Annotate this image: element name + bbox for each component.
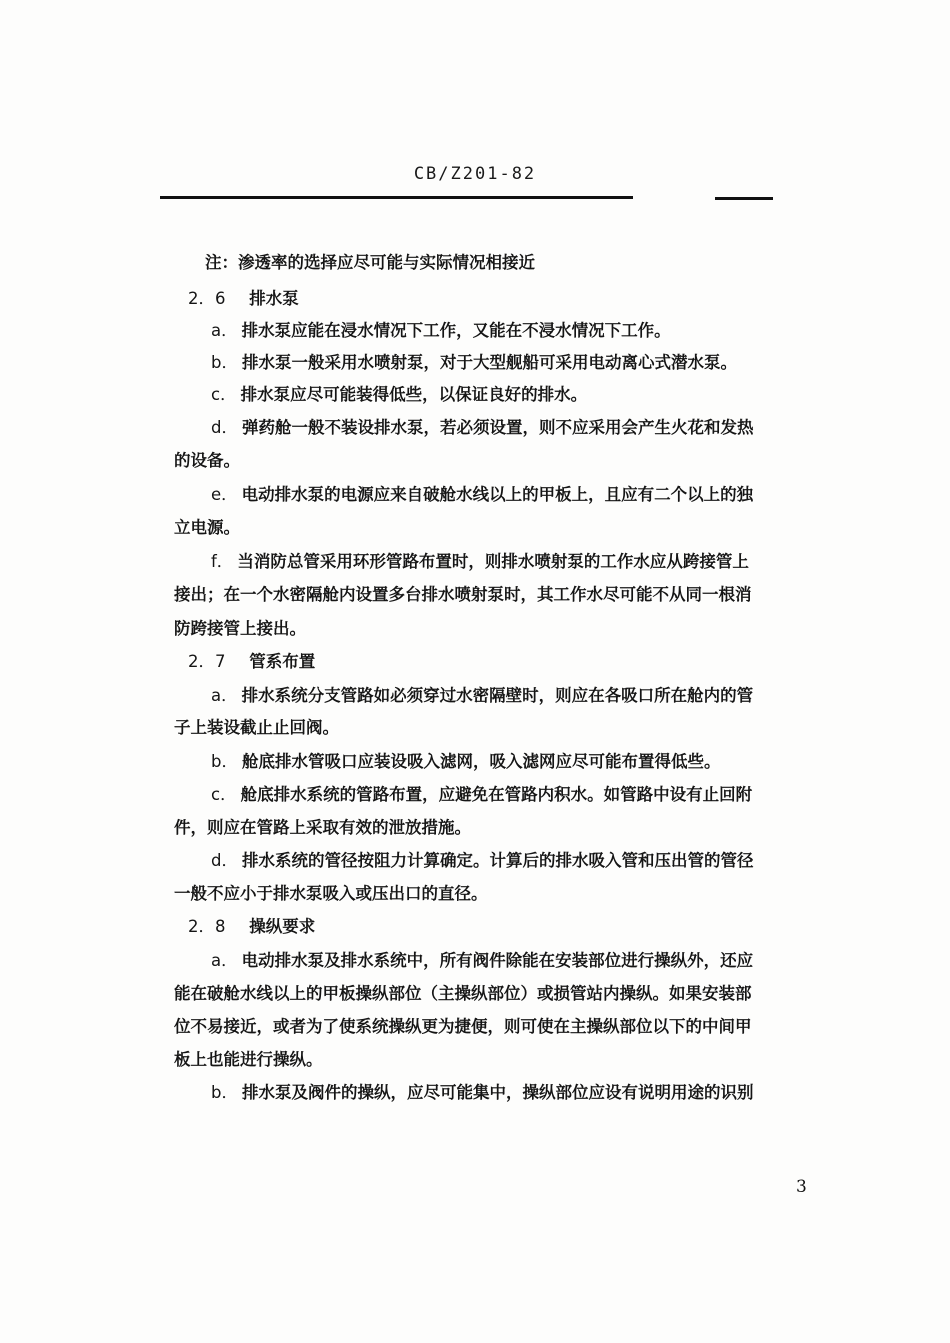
item-2-8-a: a． 电动排水泵及排水系统中，所有阀件除能在安装部位进行操纵外，还应: [211, 951, 754, 970]
section-number: 2．7: [188, 652, 226, 671]
note-text: 注：渗透率的选择应尽可能与实际情况相接近: [205, 253, 535, 272]
item-2-6-a: a． 排水泵应能在浸水情况下工作，又能在不浸水情况下工作。: [211, 321, 671, 340]
section-heading-2-6: [188, 289, 299, 309]
item-2-6-d: d． 弹药舱一般不装设排水泵，若必须设置，则不应采用会产生火花和发热: [211, 418, 754, 437]
item-2-8-b: b． 排水泵及阀件的操纵，应尽可能集中，操纵部位应设有说明用途的识别: [211, 1083, 754, 1102]
header-rule-short: [715, 197, 773, 200]
item-2-6-b: b． 排水泵一般采用水喷射泵，对于大型舰船可采用电动离心式潜水泵。: [211, 353, 737, 372]
section-heading-2-8: [188, 917, 315, 937]
standard-code: CB/Z201-82: [413, 164, 537, 184]
item-2-8-a-cont-1: 能在破舱水线以上的甲板操纵部位（主操纵部位）或损管站内操纵。如果安装部: [174, 984, 752, 1003]
item-2-7-c: c． 舱底排水系统的管路布置，应避免在管路内积水。如管路中设有止回附: [211, 785, 753, 804]
item-2-6-e: e． 电动排水泵的电源应来自破舱水线以上的甲板上，且应有二个以上的独: [211, 485, 754, 504]
item-2-8-a-cont-2: 位不易接近，或者为了使系统操纵更为捷便，则可使在主操纵部位以下的中间甲: [174, 1017, 752, 1036]
item-2-7-a-cont: 子上装设截止止回阀。: [174, 718, 339, 737]
item-2-7-b: b． 舱底排水管吸口应装设吸入滤网，吸入滤网应尽可能布置得低些。: [211, 752, 721, 771]
item-2-6-d-cont: 的设备。: [174, 451, 240, 470]
item-2-6-e-cont: 立电源。: [174, 518, 240, 537]
item-2-6-f-cont-1: 接出；在一个水密隔舱内设置多台排水喷射泵时，其工作水尽可能不从同一根消: [174, 585, 752, 604]
item-2-6-f-cont-2: 防跨接管上接出。: [174, 619, 306, 638]
section-number: 2．6: [188, 289, 226, 308]
page-number: 3: [796, 1177, 807, 1197]
item-2-6-c: c． 排水泵应尽可能装得低些，以保证良好的排水。: [211, 385, 588, 404]
item-2-7-d: d． 排水系统的管径按阻力计算确定。计算后的排水吸入管和压出管的管径: [211, 851, 754, 870]
section-title: 排水泵: [249, 289, 299, 308]
section-number: 2．8: [188, 917, 226, 936]
section-title: 操纵要求: [249, 917, 316, 936]
item-2-6-f: f． 当消防总管采用环形管路布置时，则排水喷射泵的工作水应从跨接管上: [211, 552, 749, 571]
item-2-8-a-cont-3: 板上也能进行操纵。: [174, 1050, 323, 1069]
section-title: 管系布置: [249, 652, 316, 671]
item-2-7-a: a． 排水系统分支管路如必须穿过水密隔壁时，则应在各吸口所在舱内的管: [211, 686, 754, 705]
item-2-7-c-cont: 件，则应在管路上采取有效的泄放措施。: [174, 818, 471, 837]
header-rule: [160, 196, 633, 199]
item-2-7-d-cont: 一般不应小于排水泵吸入或压出口的直径。: [174, 884, 488, 903]
section-heading-2-7: [188, 652, 315, 672]
